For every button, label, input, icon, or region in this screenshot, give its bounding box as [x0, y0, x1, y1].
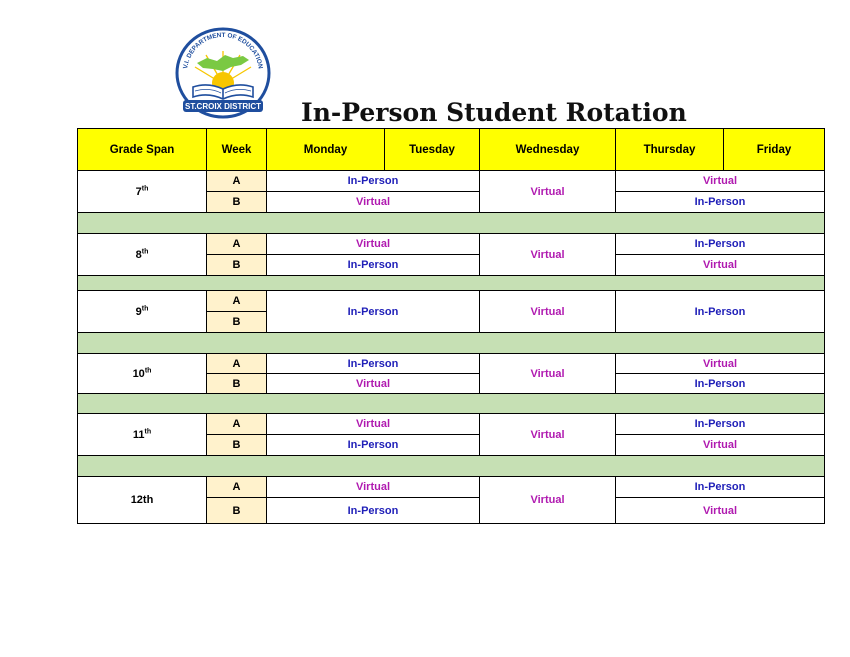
week-cell: A: [207, 234, 267, 255]
table-row: [78, 414, 825, 435]
st-croix-district-logo: [173, 27, 273, 121]
thu-fri-cell: In-Person: [616, 234, 825, 255]
thu-fri-cell: Virtual: [616, 435, 825, 456]
wednesday-cell: Virtual: [480, 477, 616, 524]
grade-cell: 9th: [78, 291, 207, 333]
week-cell: B: [207, 255, 267, 276]
wednesday-cell: Virtual: [480, 171, 616, 213]
page-title: In-Person Student Rotation: [301, 98, 687, 127]
separator-row: [78, 456, 825, 477]
thu-fri-cell: In-Person: [616, 374, 825, 394]
separator-row: [78, 394, 825, 414]
thu-fri-cell: In-Person: [616, 291, 825, 333]
week-cell: B: [207, 374, 267, 394]
mon-tue-cell: Virtual: [267, 374, 480, 394]
mon-tue-cell: In-Person: [267, 498, 480, 524]
mon-tue-cell: In-Person: [267, 255, 480, 276]
header-tuesday: Tuesday: [385, 129, 480, 171]
svg-text:V.I. DEPARTMENT OF EDUCATION: V.I. DEPARTMENT OF EDUCATION: [182, 31, 264, 70]
thu-fri-cell: Virtual: [616, 498, 825, 524]
mon-tue-cell: Virtual: [267, 234, 480, 255]
separator-row: [78, 333, 825, 354]
thu-fri-cell: Virtual: [616, 255, 825, 276]
mon-tue-cell: Virtual: [267, 192, 480, 213]
mon-tue-cell: Virtual: [267, 414, 480, 435]
separator-row: [78, 213, 825, 234]
mon-tue-cell: In-Person: [267, 354, 480, 374]
grade-cell: 7th: [78, 171, 207, 213]
table-row: [78, 234, 825, 255]
header-thursday: Thursday: [616, 129, 724, 171]
table-row: [78, 354, 825, 374]
thu-fri-cell: In-Person: [616, 192, 825, 213]
separator-row: [78, 276, 825, 291]
header-wednesday: Wednesday: [480, 129, 616, 171]
week-cell: A: [207, 354, 267, 374]
rotation-table: [77, 128, 825, 524]
week-cell: B: [207, 312, 267, 333]
header-row: [78, 129, 825, 171]
wednesday-cell: Virtual: [480, 234, 616, 276]
thu-fri-cell: In-Person: [616, 477, 825, 498]
week-cell: A: [207, 477, 267, 498]
week-cell: B: [207, 192, 267, 213]
wednesday-cell: Virtual: [480, 291, 616, 333]
header-friday: Friday: [724, 129, 825, 171]
week-cell: A: [207, 291, 267, 312]
thu-fri-cell: Virtual: [616, 171, 825, 192]
grade-cell: 10th: [78, 354, 207, 394]
logo-district-text: ST.CROIX DISTRICT: [184, 102, 262, 111]
grade-cell: 12th: [78, 477, 207, 524]
thu-fri-cell: Virtual: [616, 354, 825, 374]
grade-cell: 11th: [78, 414, 207, 456]
wednesday-cell: Virtual: [480, 414, 616, 456]
grade-cell: 8th: [78, 234, 207, 276]
mon-tue-cell: In-Person: [267, 171, 480, 192]
table-row: [78, 171, 825, 192]
table-row: [78, 291, 825, 312]
wednesday-cell: Virtual: [480, 354, 616, 394]
header-grade-span: Grade Span: [78, 129, 207, 171]
week-cell: B: [207, 435, 267, 456]
week-cell: A: [207, 414, 267, 435]
header-week: Week: [207, 129, 267, 171]
week-cell: A: [207, 171, 267, 192]
header-monday: Monday: [267, 129, 385, 171]
mon-tue-cell: Virtual: [267, 477, 480, 498]
mon-tue-cell: In-Person: [267, 291, 480, 333]
week-cell: B: [207, 498, 267, 524]
table-row: [78, 477, 825, 498]
mon-tue-cell: In-Person: [267, 435, 480, 456]
thu-fri-cell: In-Person: [616, 414, 825, 435]
